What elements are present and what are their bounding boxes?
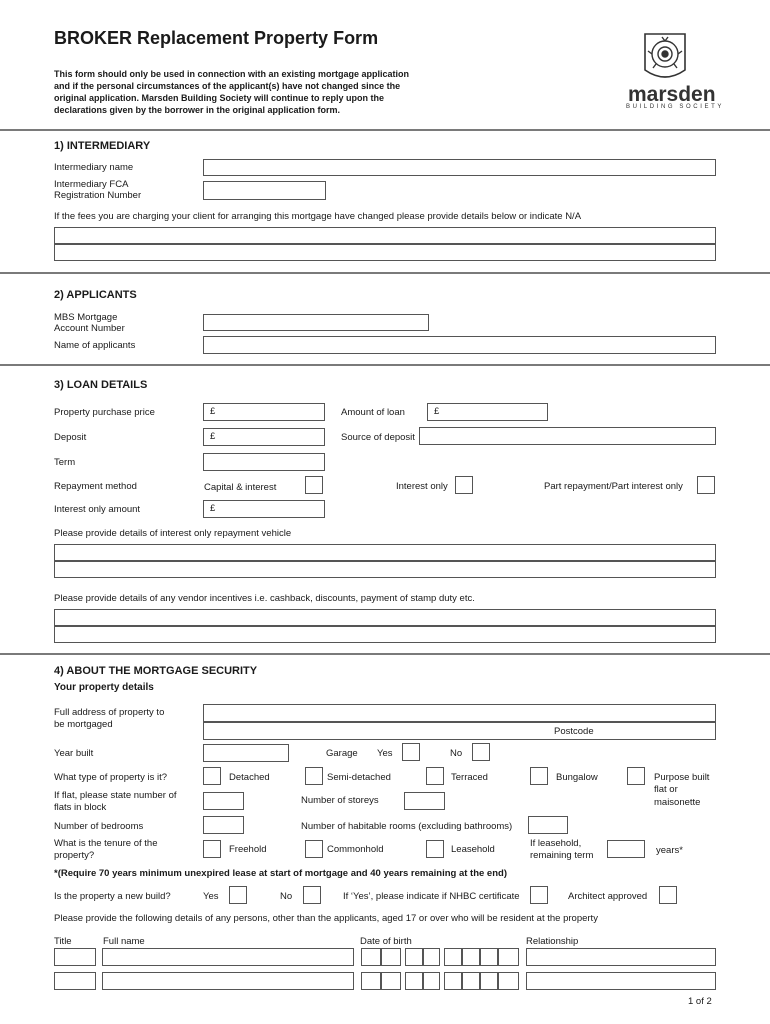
section-2-heading: 2) APPLICANTS [54,289,137,301]
col-dob-header: Date of birth [360,936,412,947]
postcode-label: Postcode [554,726,594,737]
tenure-label-line-1: What is the tenure of the [54,838,158,849]
resident-1-dob-digit[interactable] [462,948,480,966]
resident-2-dob-digit[interactable] [361,972,381,990]
terraced-checkbox[interactable] [426,767,444,785]
vendor-incentives-line-1[interactable] [54,609,716,626]
page-title: BROKER Replacement Property Form [54,28,379,48]
address-line-1[interactable] [203,704,716,722]
vendor-incentives-note: Please provide details of any vendor incentives i.e. cashback, discounts, payment of stamp duty etc. [54,593,475,604]
habitable-rooms-field[interactable] [528,816,568,834]
currency-symbol: £ [434,406,440,417]
year-built-field[interactable] [203,744,289,762]
fees-details-line-2[interactable] [54,244,716,261]
new-build-yes-label: Yes [203,891,219,902]
flats-in-block-field[interactable] [203,792,244,810]
purpose-built-line-1: Purpose built [654,772,710,783]
repayment-vehicle-line-1[interactable] [54,544,716,561]
section-divider [0,364,770,366]
nhbc-label: If ‘Yes’, please indicate if NHBC certificate [343,891,520,902]
architect-approved-checkbox[interactable] [659,886,677,904]
resident-2-dob-digit[interactable] [444,972,462,990]
flats-label-line-1: If flat, please state number of [54,790,177,801]
garage-no-checkbox[interactable] [472,743,490,761]
resident-2-name-field[interactable] [102,972,354,990]
purpose-built-checkbox[interactable] [627,767,645,785]
semi-detached-checkbox[interactable] [305,767,323,785]
terraced-label: Terraced [451,772,488,783]
tenure-label-line-2: property? [54,850,95,861]
leasehold-checkbox[interactable] [426,840,444,858]
section-3-heading: 3) LOAN DETAILS [54,379,148,391]
section-1-heading: 1) INTERMEDIARY [54,140,151,152]
year-built-label: Year built [54,748,94,759]
intro-line-2: and if the personal circumstances of the applicant(s) have not changed since the [54,81,401,91]
resident-1-dob-digit[interactable] [361,948,381,966]
residents-note: Please provide the following details of any persons, other than the applicants, aged 17 or over who will be resident at the property [54,913,598,924]
intermediary-name-label: Intermediary name [54,162,134,173]
mbs-label-line-2: Account Number [54,323,125,334]
garage-yes-label: Yes [377,748,393,759]
resident-1-title-field[interactable] [54,948,96,966]
fees-note: If the fees you are charging your client for arranging this mortgage have changed please provide details below or indicate N/A [54,211,582,222]
nhbc-checkbox[interactable] [530,886,548,904]
interest-only-amount-label: Interest only amount [54,504,141,515]
section-4-heading: 4) ABOUT THE MORTGAGE SECURITY [54,665,258,677]
intro-line-3: original application. Marsden Building Society will continue to reply upon the [54,93,385,103]
resident-1-dob-digit[interactable] [480,948,498,966]
commonhold-checkbox[interactable] [305,840,323,858]
purchase-price-label: Property purchase price [54,407,155,418]
property-type-label: What type of property is it? [54,772,167,783]
resident-2-dob-digit[interactable] [405,972,423,990]
resident-1-relationship-field[interactable] [526,948,716,966]
deposit-label: Deposit [54,432,87,443]
capital-interest-checkbox[interactable] [305,476,323,494]
purpose-built-line-2: flat or [654,784,678,795]
address-label-line-1: Full address of property to [54,707,165,718]
col-relationship-header: Relationship [526,936,579,947]
resident-1-name-field[interactable] [102,948,354,966]
freehold-label: Freehold [229,844,267,855]
new-build-no-label: No [280,891,293,902]
bungalow-label: Bungalow [556,772,598,783]
fees-details-line-1[interactable] [54,227,716,244]
vendor-incentives-line-2[interactable] [54,626,716,643]
currency-symbol: £ [210,503,216,514]
fca-label-line-1: Intermediary FCA [54,179,129,190]
rose-logo-icon [642,30,688,84]
lease-remaining-field[interactable] [607,840,645,858]
intro-line-1: This form should only be used in connection with an existing mortgage application [54,69,410,79]
section-divider [0,653,770,655]
currency-symbol: £ [210,406,216,417]
garage-label: Garage [326,748,358,759]
address-label-line-2: be mortgaged [54,719,113,730]
resident-2-dob-digit[interactable] [423,972,440,990]
new-build-yes-checkbox[interactable] [229,886,247,904]
storeys-field[interactable] [404,792,445,810]
deposit-source-label: Source of deposit [341,432,415,443]
years-label: years* [656,845,683,856]
resident-1-dob-digit[interactable] [423,948,440,966]
bedrooms-field[interactable] [203,816,244,834]
deposit-field[interactable] [203,428,325,446]
col-fullname-header: Full name [103,936,145,947]
logo-wordmark: marsden [628,83,716,106]
purpose-built-line-3: maisonette [654,797,701,808]
resident-2-dob-digit[interactable] [462,972,480,990]
applicant-names-label: Name of applicants [54,340,136,351]
commonhold-label: Commonhold [327,844,384,855]
semi-detached-label: Semi-detached [327,772,391,783]
repayment-vehicle-note: Please provide details of interest only repayment vehicle [54,528,292,539]
loan-amount-field[interactable] [427,403,548,421]
mbs-label-line-1: MBS Mortgage [54,312,118,323]
term-field[interactable] [203,453,325,471]
property-details-subheading: Your property details [54,682,154,693]
architect-approved-label: Architect approved [568,891,648,902]
resident-2-dob-digit[interactable] [381,972,401,990]
freehold-checkbox[interactable] [203,840,221,858]
lease-term-line-1: If leasehold, [530,838,582,849]
interest-only-amount-field[interactable] [203,500,325,518]
habitable-rooms-label: Number of habitable rooms (excluding bathrooms) [301,821,513,832]
page-number: 1 of 2 [688,996,712,1007]
address-line-2[interactable] [203,722,716,740]
resident-2-dob-digit[interactable] [480,972,498,990]
repayment-method-label: Repayment method [54,481,137,492]
deposit-source-field[interactable] [419,427,716,445]
section-divider [0,272,770,274]
part-repayment-checkbox[interactable] [697,476,715,494]
interest-only-checkbox[interactable] [455,476,473,494]
resident-2-relationship-field[interactable] [526,972,716,990]
bungalow-checkbox[interactable] [530,767,548,785]
section-divider [0,129,770,131]
interest-only-option: Interest only [396,481,448,492]
intro-line-4: declarations given by the borrower in the original application form. [54,105,341,115]
lease-requirement-note: *(Require 70 years minimum unexpired lease at start of mortgage and 40 years remaining at the end) [54,868,507,879]
purchase-price-field[interactable] [203,403,325,421]
term-label: Term [54,457,76,468]
garage-yes-checkbox[interactable] [402,743,420,761]
resident-1-dob-digit[interactable] [498,948,519,966]
storeys-label: Number of storeys [301,795,379,806]
intermediary-name-field[interactable] [203,159,716,176]
flats-label-line-2: flats in block [54,802,107,813]
resident-1-dob-digit[interactable] [405,948,423,966]
detached-label: Detached [229,772,270,783]
resident-2-dob-digit[interactable] [498,972,519,990]
loan-amount-label: Amount of loan [341,407,405,418]
applicant-names-field[interactable] [203,336,716,354]
mbs-account-field[interactable] [203,314,429,331]
bedrooms-label: Number of bedrooms [54,821,144,832]
resident-1-dob-digit[interactable] [444,948,462,966]
fca-number-field[interactable] [203,181,326,200]
capital-interest-option: Capital & interest [204,482,277,493]
currency-symbol: £ [210,431,216,442]
logo-subtitle: BUILDING SOCIETY [626,104,724,110]
repayment-vehicle-line-2[interactable] [54,561,716,578]
col-title-header: Title [54,936,72,947]
part-repayment-option: Part repayment/Part interest only [544,481,683,492]
detached-checkbox[interactable] [203,767,221,785]
lease-term-line-2: remaining term [530,850,594,861]
new-build-no-checkbox[interactable] [303,886,321,904]
new-build-label: Is the property a new build? [54,891,171,902]
resident-2-title-field[interactable] [54,972,96,990]
leasehold-label: Leasehold [451,844,495,855]
garage-no-label: No [450,748,463,759]
resident-1-dob-digit[interactable] [381,948,401,966]
fca-label-line-2: Registration Number [54,190,142,201]
